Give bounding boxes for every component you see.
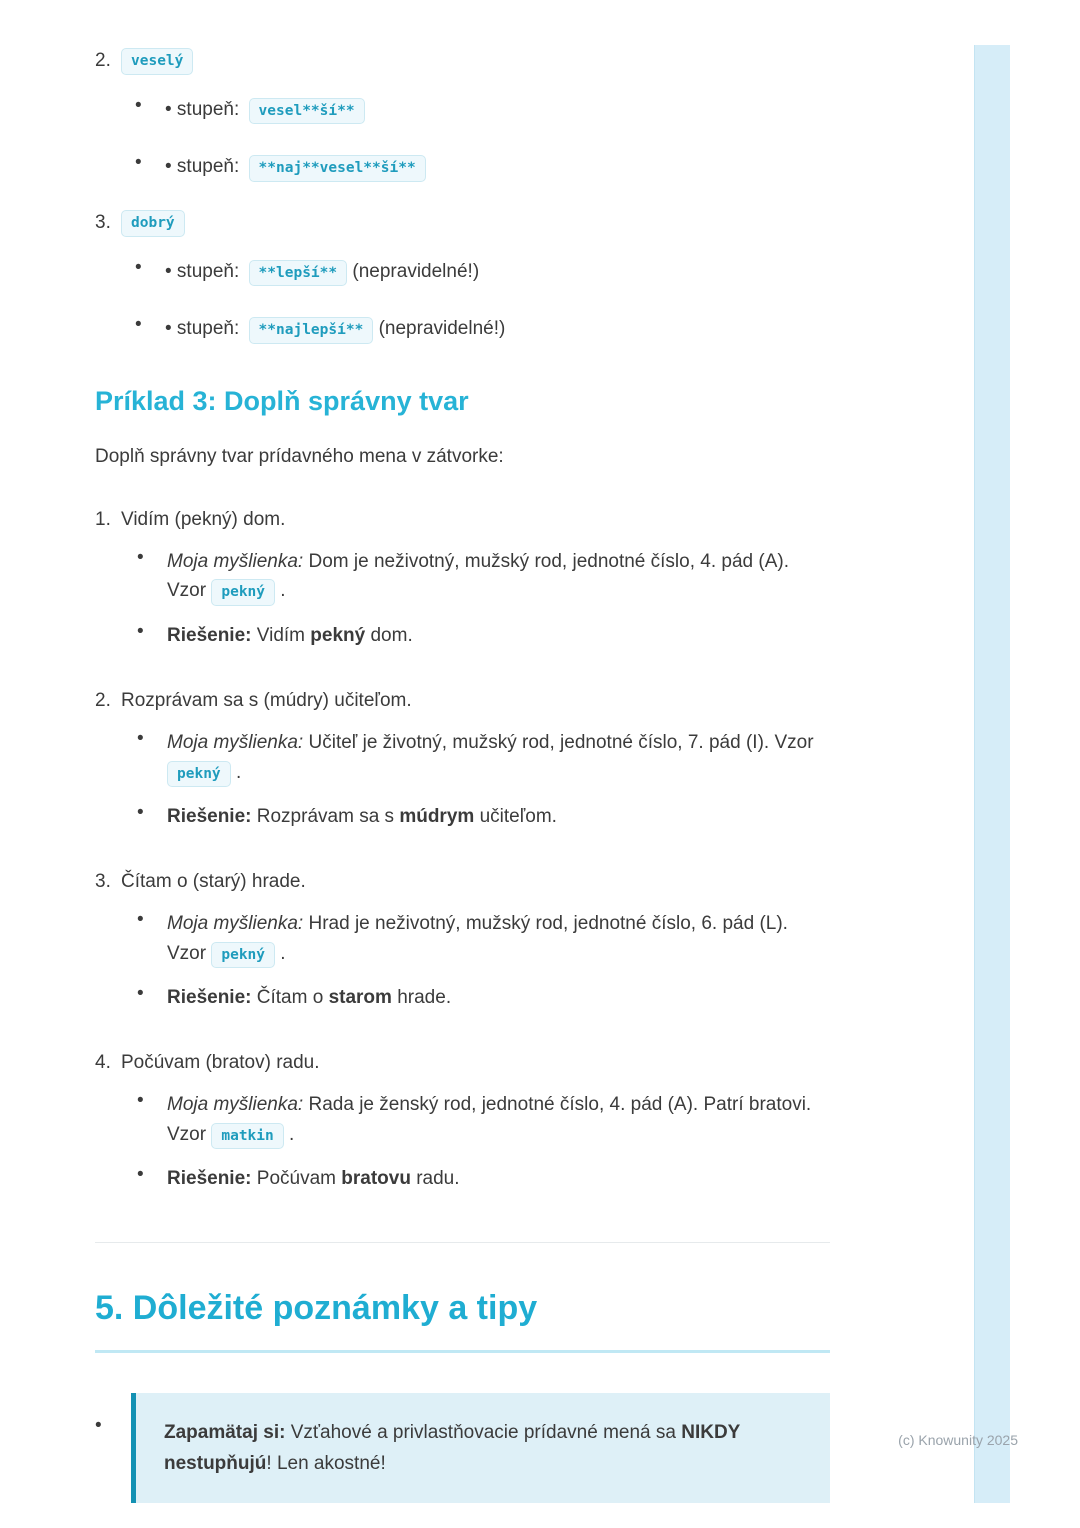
list-item [95,48,830,182]
solution-label: Riešenie: [167,625,252,647]
code-chip: pekný [167,761,231,788]
thought-bullet [137,547,830,606]
list-sub-item [135,95,830,125]
bullet-icon [135,152,165,174]
solution-bold: pekný [310,625,366,647]
bullet-icon [137,1164,167,1186]
bullet-icon [137,728,167,750]
examples-list [95,506,830,1194]
solution-prefix: Vidím [256,625,305,647]
thought-text: Dom je neživotný, mužský rod, jednotné číslo, 4. pád (A). Vzor [167,551,789,602]
solution-bullet [137,1164,830,1193]
thought-end: . [280,942,286,964]
bullet-label: • stupeň: [165,260,240,282]
bullet-label: • stupeň: [165,318,240,340]
solution-prefix: Čítam o [256,987,324,1009]
list-item [95,210,830,344]
thought-end: . [235,761,242,783]
section-divider [95,1242,830,1243]
list-number: 4. [95,1051,111,1073]
bullet-icon [137,983,167,1005]
solution-label: Riešenie: [167,1168,252,1190]
list-sub-item [135,257,830,287]
solution-prefix: Počúvam [256,1168,336,1190]
thought-end: . [289,1123,295,1145]
bullet-icon [135,257,165,279]
note-list-item [95,1393,830,1504]
bullet-icon [95,1393,131,1437]
example-title: Rozprávam sa s (múdry) učiteľom. [121,689,412,711]
thought-label: Moja myšlienka: [167,732,304,754]
solution-suffix: učiteľom. [479,806,557,828]
section-heading-5: 5. Dôležité poznámky a tipy [95,1289,830,1353]
example-title: Čítam o (starý) hrade. [121,870,306,892]
intro-text: Doplň správny tvar prídavného mena v zátvorke: [95,446,504,468]
thought-label: Moja myšlienka: [167,1094,304,1116]
callout-label: Zapamätaj si: [164,1421,286,1443]
bullet-label: • stupeň: [165,98,240,120]
code-chip: **lepší** [249,260,348,287]
code-chip: dobrý [121,210,185,237]
callout-bold: NIKDY nestupňujú [164,1421,741,1475]
comparison-list [95,48,830,344]
code-chip: pekný [211,579,275,606]
solution-bold: múdrym [399,806,475,828]
thought-bullet [137,909,830,968]
bullet-icon [135,95,165,117]
solution-label: Riešenie: [167,806,252,828]
callout-suffix: ! Len akostné! [266,1453,386,1475]
code-chip: matkin [211,1123,283,1150]
copyright-text: (c) Knowunity 2025 [898,1432,1018,1448]
document-content [95,0,830,1503]
list-number: 2. [95,689,111,711]
list-sub-item [135,314,830,344]
example-item [95,506,830,651]
example-item [95,868,830,1013]
solution-bold: bratovu [341,1168,411,1190]
solution-suffix: dom. [370,625,413,647]
list-number: 1. [95,508,111,530]
solution-bullet [137,802,830,831]
list-number: 3. [95,212,111,234]
thought-bullet [137,728,830,787]
solution-bullet [137,621,830,650]
thought-text: Hrad je neživotný, mužský rod, jednotné číslo, 6. pád (L). Vzor [167,913,788,964]
thought-bullet [137,1090,830,1149]
section-heading-priklad-3: Príklad 3: Doplň správny tvar [95,386,469,417]
code-chip: pekný [211,942,275,969]
example-title: Počúvam (bratov) radu. [121,1051,320,1073]
thought-text: Učiteľ je životný, mužský rod, jednotné číslo, 7. pád (I). Vzor [308,732,814,754]
solution-prefix: Rozprávam sa s [256,806,395,828]
solution-label: Riešenie: [167,987,252,1009]
solution-bullet [137,983,830,1012]
thought-label: Moja myšlienka: [167,913,304,935]
bullet-icon [137,909,167,931]
page-margin-strip [974,45,1010,1503]
bullet-suffix: (nepravidelné!) [352,260,480,282]
thought-label: Moja myšlienka: [167,551,304,573]
solution-suffix: hrade. [397,987,452,1009]
solution-suffix: radu. [416,1168,460,1190]
code-chip: veselý [121,48,193,75]
bullet-label: • stupeň: [165,156,240,178]
example-item [95,1049,830,1194]
callout-text: Vzťahové a privlastňovacie prídavné mená sa [290,1421,676,1443]
list-number: 2. [95,50,111,72]
bullet-suffix: (nepravidelné!) [378,318,506,340]
bullet-icon [135,314,165,336]
bullet-icon [137,547,167,569]
code-chip: **naj**vesel**ší** [249,155,426,182]
callout-note [131,1393,830,1504]
example-title: Vidím (pekný) dom. [121,508,286,530]
code-chip: vesel**ší** [249,98,365,125]
bullet-icon [137,1090,167,1112]
bullet-icon [137,621,167,643]
solution-bold: starom [328,987,392,1009]
example-item [95,687,830,832]
thought-text: Rada je ženský rod, jednotné číslo, 4. pád (A). Patrí bratovi. Vzor [167,1094,812,1145]
bullet-icon [137,802,167,824]
thought-end: . [280,580,286,602]
list-sub-item [135,152,830,182]
code-chip: **najlepší** [249,317,374,344]
list-number: 3. [95,870,111,892]
